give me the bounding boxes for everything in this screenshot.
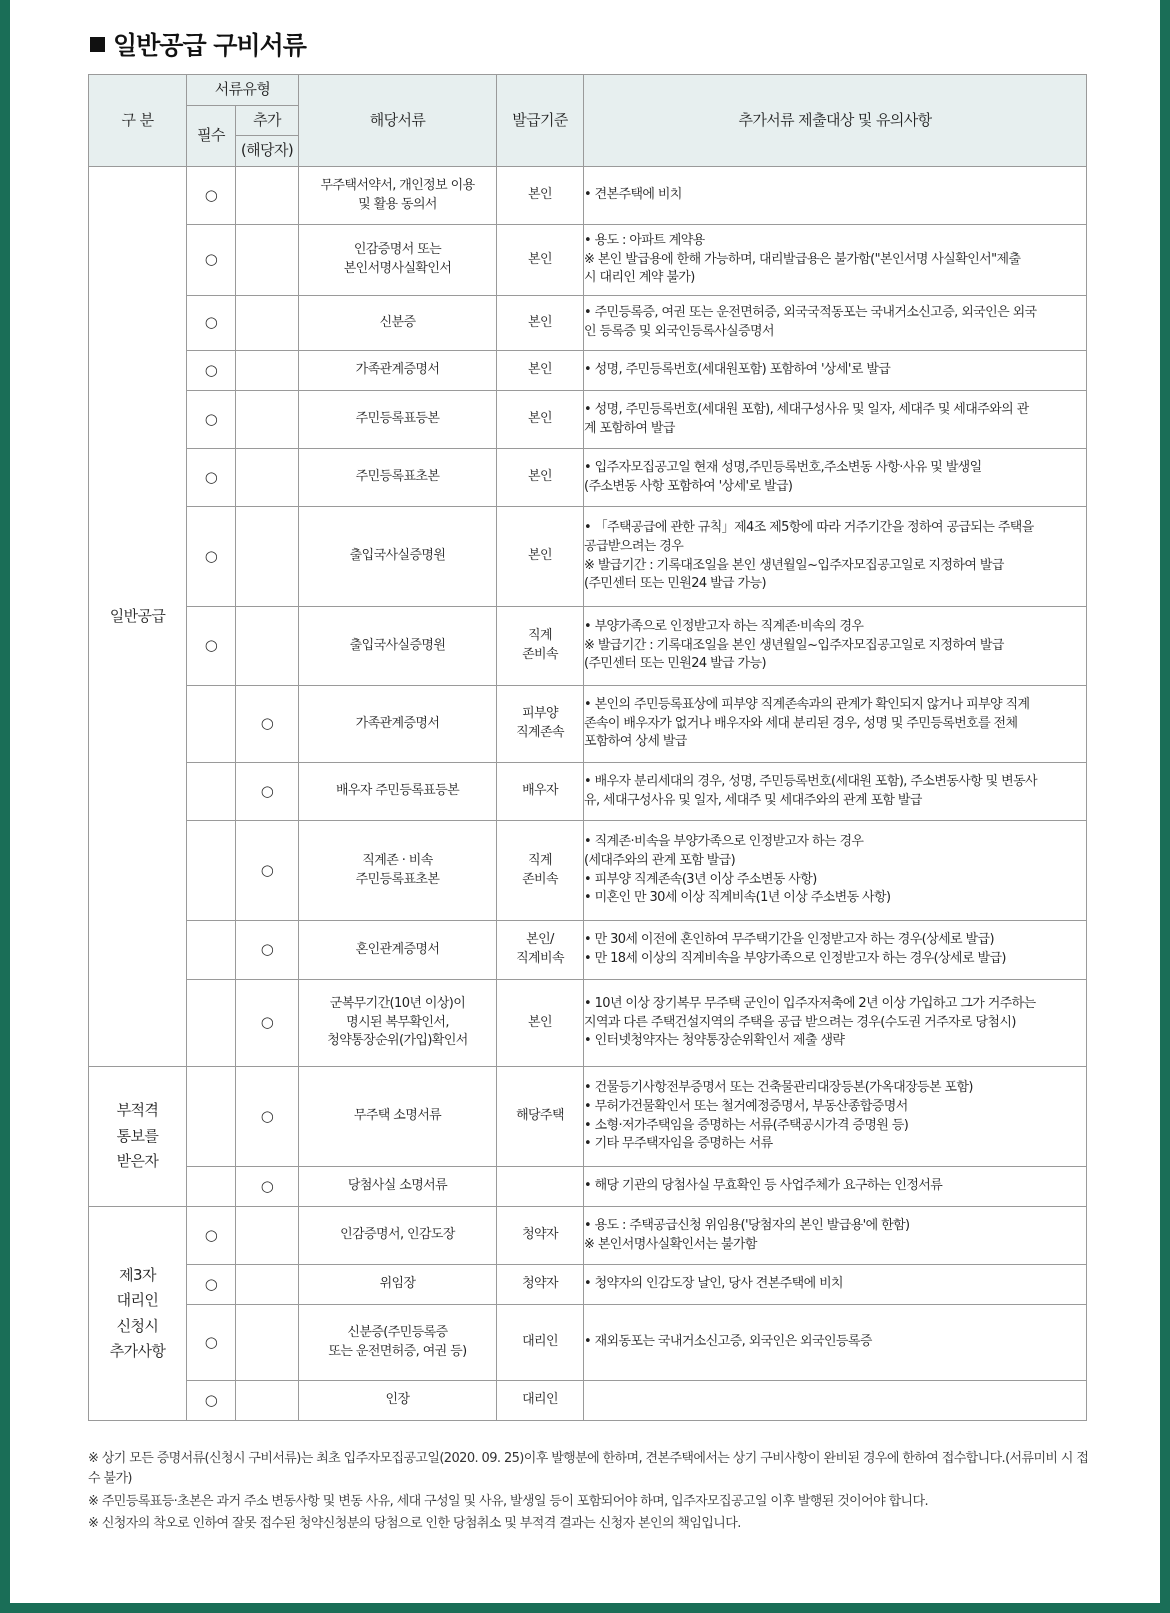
document-cell: 주민등록표등본 xyxy=(299,391,497,449)
basis-cell: 본인 xyxy=(497,296,584,351)
extra-mark: ○ xyxy=(260,940,274,959)
basis-cell: 본인 xyxy=(497,507,584,607)
extra-mark: ○ xyxy=(260,1013,274,1032)
footnote: ※ 주민등록표등·초본은 과거 주소 변동사항 및 변동 사유, 세대 구성일 및 사유, 발생일 등이 포함되어야 하며, 입주자모집공고일 이후 발행된 것이어야 합니다. xyxy=(88,1494,928,1509)
note-cell: • 「주택공급에 관한 규칙」제4조 제5항에 따라 거주기간을 정하여 공급되는 주택을 공급받으려는 경우 ※ 발급기간 : 기록대조일을 본인 생년월일~입주자모집공고일로 지정하여 발급 (주민센터 또는 민원24 발급 가능) xyxy=(584,507,1087,607)
note-cell: • 입주자모집공고일 현재 성명,주민등록번호,주소변동 사항·사유 및 발생일 (주소변동 사항 포함하여 '상세'로 발급) xyxy=(584,449,1087,507)
required-mark: ○ xyxy=(204,250,218,269)
section-title-text: 일반공급 구비서류 xyxy=(113,31,306,60)
basis-cell: 본인 xyxy=(497,351,584,391)
header-required: 필수 xyxy=(187,106,236,167)
document-cell: 직계존 · 비속 주민등록표초본 xyxy=(299,821,497,921)
document-cell: 군복무기간(10년 이상)이 명시된 복무확인서, 청약통장순위(가입)확인서 xyxy=(299,980,497,1067)
header-issue-basis: 발급기준 xyxy=(497,75,584,167)
note-cell: • 직계존·비속을 부양가족으로 인정받고자 하는 경우 (세대주와의 관계 포함 발급) • 피부양 직계존속(3년 이상 주소변동 사항) • 미혼인 만 30세 이상 직계비속(1년 이상 주소변동 사항) xyxy=(584,821,1087,921)
required-mark: ○ xyxy=(204,313,218,332)
note-cell: • 용도 : 아파트 계약용 ※ 본인 발급용에 한해 가능하며, 대리발급용은 불가함("본인서명 사실확인서"제출 시 대리인 계약 불가) xyxy=(584,225,1087,296)
document-cell: 혼인관계증명서 xyxy=(299,921,497,980)
note-cell: • 견본주택에 비치 xyxy=(584,167,1087,225)
required-mark: ○ xyxy=(204,1332,218,1351)
document-cell: 신분증 xyxy=(299,296,497,351)
basis-cell: 본인 xyxy=(497,391,584,449)
document-cell: 출입국사실증명원 xyxy=(299,507,497,607)
document-cell: 배우자 주민등록표등본 xyxy=(299,763,497,821)
document-cell: 당첨사실 소명서류 xyxy=(299,1167,497,1207)
basis-cell: 대리인 xyxy=(497,1305,584,1381)
document-cell: 인감증명서, 인감도장 xyxy=(299,1207,497,1265)
basis-cell: 피부양 직계존속 xyxy=(497,686,584,763)
required-mark: ○ xyxy=(204,467,218,486)
basis-cell: 청약자 xyxy=(497,1265,584,1305)
extra-mark: ○ xyxy=(260,714,274,733)
document-cell: 인장 xyxy=(299,1381,497,1421)
extra-mark: ○ xyxy=(260,1106,274,1125)
note-cell: • 해당 기관의 당첨사실 무효확인 등 사업주체가 요구하는 인정서류 xyxy=(584,1167,1087,1207)
category-ineligible: 부적격 통보를 받은자 xyxy=(89,1067,187,1207)
required-mark: ○ xyxy=(204,636,218,655)
basis-cell: 본인 xyxy=(497,449,584,507)
extra-mark: ○ xyxy=(260,781,274,800)
basis-cell: 직계 존비속 xyxy=(497,821,584,921)
footnote: ※ 상기 모든 증명서류(신청시 구비서류)는 최초 입주자모집공고일(2020. 09. 25)이후 발행분에 한하며, 견본주택에서는 상기 구비사항이 완비된 경우에 한하여 접수합니다.(서류미비 시 접수 불가) xyxy=(88,1451,1089,1486)
note-cell: • 재외동포는 국내거소신고증, 외국인은 외국인등록증 xyxy=(584,1305,1087,1381)
page xyxy=(10,0,1160,1603)
document-cell: 무주택서약서, 개인정보 이용 및 활용 동의서 xyxy=(299,167,497,225)
header-doc-type: 서류유형 xyxy=(187,75,299,106)
document-cell: 가족관계증명서 xyxy=(299,351,497,391)
category-proxy: 제3자 대리인 신청시 추가사항 xyxy=(89,1207,187,1421)
note-cell: • 성명, 주민등록번호(세대원포함) 포함하여 '상세'로 발급 xyxy=(584,351,1087,391)
header-extra: 추가 xyxy=(236,106,299,136)
basis-cell: 본인 xyxy=(497,980,584,1067)
note-cell: • 용도 : 주택공급신청 위임용('당첨자의 본인 발급용'에 한함) ※ 본인서명사실확인서는 불가함 xyxy=(584,1207,1087,1265)
document-cell: 무주택 소명서류 xyxy=(299,1067,497,1167)
document-cell: 출입국사실증명원 xyxy=(299,607,497,686)
document-cell: 주민등록표초본 xyxy=(299,449,497,507)
document-cell: 가족관계증명서 xyxy=(299,686,497,763)
header-extra-sub: (해당자) xyxy=(236,136,299,167)
note-cell: • 부양가족으로 인정받고자 하는 직계존·비속의 경우 ※ 발급기간 : 기록대조일을 본인 생년월일~입주자모집공고일로 지정하여 발급 (주민센터 또는 민원24 발급 가능) xyxy=(584,607,1087,686)
footnote: ※ 신청자의 착오로 인하여 잘못 접수된 청약신청분의 당첨으로 인한 당첨취소 및 부적격 결과는 신청자 본인의 책임입니다. xyxy=(88,1516,741,1531)
note-cell: • 만 30세 이전에 혼인하여 무주택기간을 인정받고자 하는 경우(상세로 발급) • 만 18세 이상의 직계비속을 부양가족으로 인정받고자 하는 경우(상세로 발급) xyxy=(584,921,1087,980)
note-cell: • 건물등기사항전부증명서 또는 건축물관리대장등본(가옥대장등본 포함) • 무허가건물확인서 또는 철거예정증명서, 부동산종합증명서 • 소형·저가주택임을 증명하는 서류(주택공시가격 증명원 등) • 기타 무주택자임을 증명하는 서류 xyxy=(584,1067,1087,1167)
required-mark: ○ xyxy=(204,1390,218,1409)
basis-cell: 해당주택 xyxy=(497,1067,584,1167)
category-general: 일반공급 xyxy=(89,167,187,1067)
header-category: 구 분 xyxy=(89,75,187,167)
note-cell xyxy=(584,1381,1087,1421)
note-cell: • 성명, 주민등록번호(세대원 포함), 세대구성사유 및 일자, 세대주 및 세대주와의 관 계 포함하여 발급 xyxy=(584,391,1087,449)
header-document: 해당서류 xyxy=(299,75,497,167)
extra-mark: ○ xyxy=(260,860,274,879)
required-mark: ○ xyxy=(204,185,218,204)
document-cell: 인감증명서 또는 본인서명사실확인서 xyxy=(299,225,497,296)
required-mark: ○ xyxy=(204,1274,218,1293)
document-cell: 신분증(주민등록증 또는 운전면허증, 여권 등) xyxy=(299,1305,497,1381)
note-cell: • 주민등록증, 여권 또는 운전면허증, 외국국적동포는 국내거소신고증, 외국인은 외국 인 등록증 및 외국인등록사실증명서 xyxy=(584,296,1087,351)
basis-cell xyxy=(497,1167,584,1207)
basis-cell: 직계 존비속 xyxy=(497,607,584,686)
extra-mark: ○ xyxy=(260,1176,274,1195)
required-mark: ○ xyxy=(204,1225,218,1244)
note-cell: • 배우자 분리세대의 경우, 성명, 주민등록번호(세대원 포함), 주소변동사항 및 변동사 유, 세대구성사유 및 일자, 세대주 및 세대주와의 관계 포함 발급 xyxy=(584,763,1087,821)
basis-cell: 본인/ 직계비속 xyxy=(497,921,584,980)
note-cell: • 청약자의 인감도장 날인, 당사 견본주택에 비치 xyxy=(584,1265,1087,1305)
basis-cell: 본인 xyxy=(497,225,584,296)
required-mark: ○ xyxy=(204,360,218,379)
note-cell: • 10년 이상 장기복무 무주택 군인이 입주자저축에 2년 이상 가입하고 그가 거주하는 지역과 다른 주택건설지역의 주택을 공급 받으려는 경우(수도권 거주자로 당첨시) • 인터넷청약자는 청약통장순위확인서 제출 생략 xyxy=(584,980,1087,1067)
basis-cell: 청약자 xyxy=(497,1207,584,1265)
required-mark: ○ xyxy=(204,409,218,428)
basis-cell: 배우자 xyxy=(497,763,584,821)
section-title xyxy=(90,26,306,62)
square-bullet-icon xyxy=(90,37,105,52)
header-notes: 추가서류 제출대상 및 유의사항 xyxy=(584,75,1087,167)
documents-table xyxy=(88,74,1087,1421)
document-cell: 위임장 xyxy=(299,1265,497,1305)
basis-cell: 대리인 xyxy=(497,1381,584,1421)
required-mark: ○ xyxy=(204,546,218,565)
basis-cell: 본인 xyxy=(497,167,584,225)
note-cell: • 본인의 주민등록표상에 피부양 직계존속과의 관계가 확인되지 않거나 피부양 직계 존속이 배우자가 없거나 배우자와 세대 분리된 경우, 성명 및 주민등록번호를 전체 포함하여 상세 발급 xyxy=(584,686,1087,763)
